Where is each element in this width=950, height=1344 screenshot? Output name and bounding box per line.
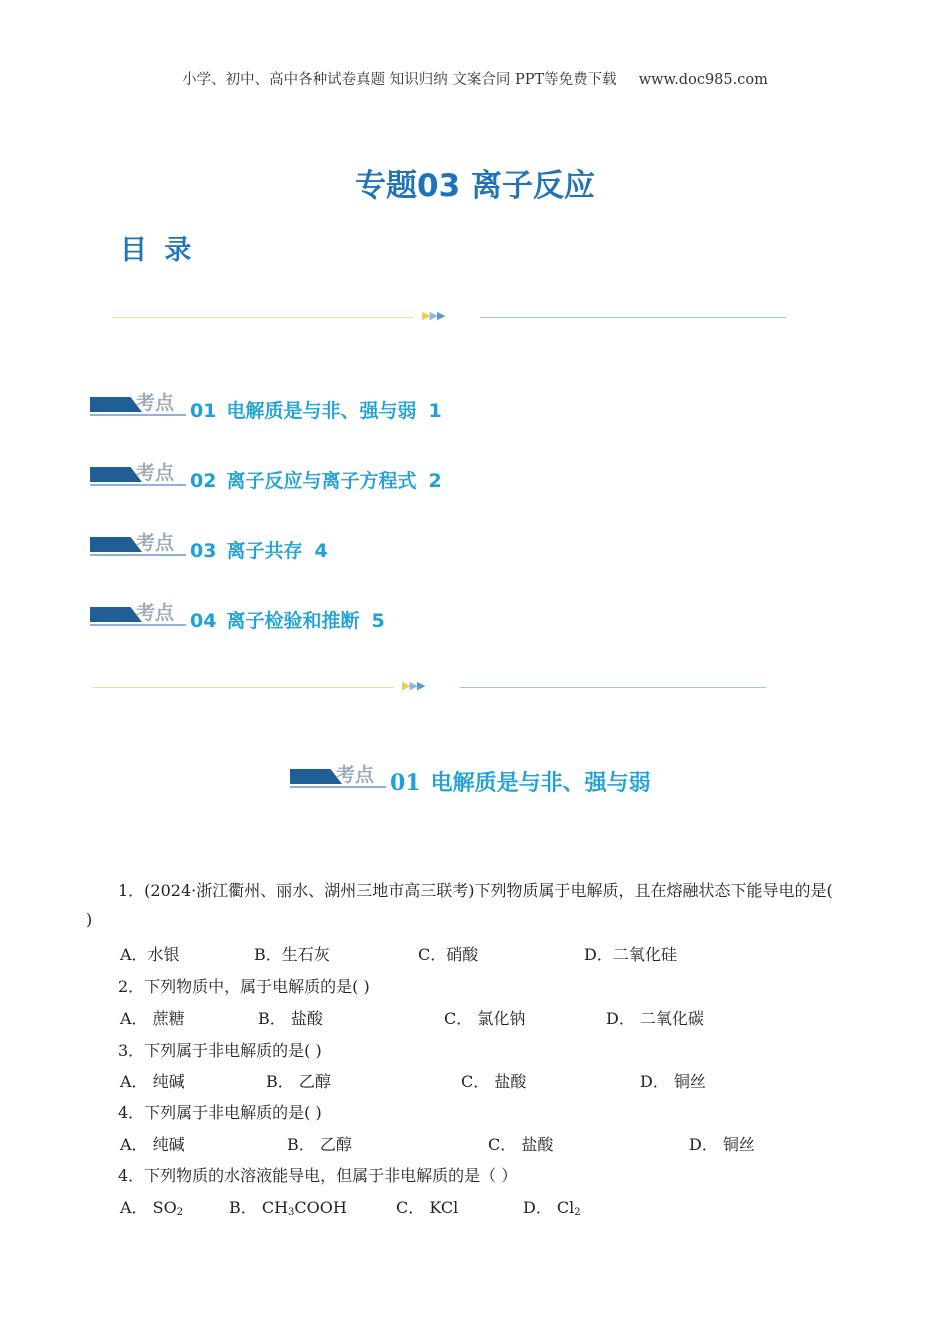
section-label: 电解质是与非、强与弱 bbox=[430, 771, 651, 796]
question-1-stem: 1．(2024·浙江衢州、丽水、湖州三地市高三联考)下列物质属于电解质，且在熔融状态下能导电的是( bbox=[118, 881, 833, 900]
option-b: B． 盐酸 bbox=[258, 1009, 323, 1028]
option-b: B． 乙醇 bbox=[266, 1072, 331, 1091]
kaodian-badge: 考点 bbox=[90, 528, 186, 558]
kaodian-badge: 考点 bbox=[290, 760, 386, 790]
section-num: 01 bbox=[390, 770, 421, 796]
option-c: C． 氯化钠 bbox=[444, 1009, 526, 1028]
divider-bottom: ▶▶▶ bbox=[92, 682, 766, 694]
option-d: D． $Cl_2$ bbox=[523, 1198, 581, 1218]
kaodian-badge: 考点 bbox=[90, 598, 186, 628]
toc-page: 1 bbox=[428, 400, 442, 422]
option-b: B． $CH_3COOH$ bbox=[229, 1198, 347, 1218]
kaodian-badge: 考点 bbox=[90, 458, 186, 488]
page-title: 专题03 离子反应 bbox=[355, 168, 595, 204]
toc-num: 03 bbox=[190, 540, 217, 562]
toc-num: 04 bbox=[190, 610, 217, 632]
toc-page: 2 bbox=[428, 470, 442, 492]
option-a: A． 蔗糖 bbox=[120, 1009, 185, 1028]
option-c: C． KCl bbox=[396, 1198, 459, 1217]
kaodian-badge: 考点 bbox=[90, 388, 186, 418]
option-a: A． 纯碱 bbox=[120, 1072, 185, 1091]
page-header bbox=[0, 68, 950, 89]
divider-top: ▶▶▶ bbox=[112, 312, 786, 324]
option-a: A． $SO_2$ bbox=[120, 1198, 184, 1218]
toc-heading: 目 录 bbox=[120, 235, 196, 266]
header-site-link[interactable]: www.doc985.com bbox=[638, 72, 768, 88]
option-d: D． 铜丝 bbox=[640, 1072, 706, 1091]
option-d: D． 铜丝 bbox=[689, 1135, 755, 1154]
toc-num: 01 bbox=[190, 400, 217, 422]
option-b: B． 乙醇 bbox=[287, 1135, 352, 1154]
option-d: D．二氧化硅 bbox=[584, 945, 677, 964]
header-text: 小学、初中、高中各种试卷真题 知识归纳 文案合同 PPT等免费下载 bbox=[182, 72, 617, 88]
question-1-stem-cont: ) bbox=[86, 910, 93, 929]
question-5-stem: 4．下列物质的水溶液能导电，但属于非电解质的是（ ） bbox=[118, 1166, 518, 1185]
option-b: B．生石灰 bbox=[254, 945, 330, 964]
toc-page: 5 bbox=[371, 610, 385, 632]
toc-label: 离子共存 bbox=[226, 540, 303, 562]
toc-num: 02 bbox=[190, 470, 217, 492]
option-d: D． 二氧化碳 bbox=[606, 1009, 704, 1028]
toc-label: 电解质是与非、强与弱 bbox=[226, 400, 417, 422]
question-2-stem: 2．下列物质中，属于电解质的是( ) bbox=[118, 977, 370, 996]
option-a: A．水银 bbox=[120, 945, 180, 964]
option-c: C．硝酸 bbox=[418, 945, 479, 964]
option-c: C． 盐酸 bbox=[488, 1135, 554, 1154]
toc-label: 离子反应与离子方程式 bbox=[226, 470, 417, 492]
option-c: C． 盐酸 bbox=[461, 1072, 527, 1091]
toc-label: 离子检验和推断 bbox=[226, 610, 360, 632]
question-3-stem: 3．下列属于非电解质的是( ) bbox=[118, 1041, 322, 1060]
toc-page: 4 bbox=[314, 540, 328, 562]
option-a: A． 纯碱 bbox=[120, 1135, 185, 1154]
question-4-stem: 4．下列属于非电解质的是( ) bbox=[118, 1103, 322, 1122]
